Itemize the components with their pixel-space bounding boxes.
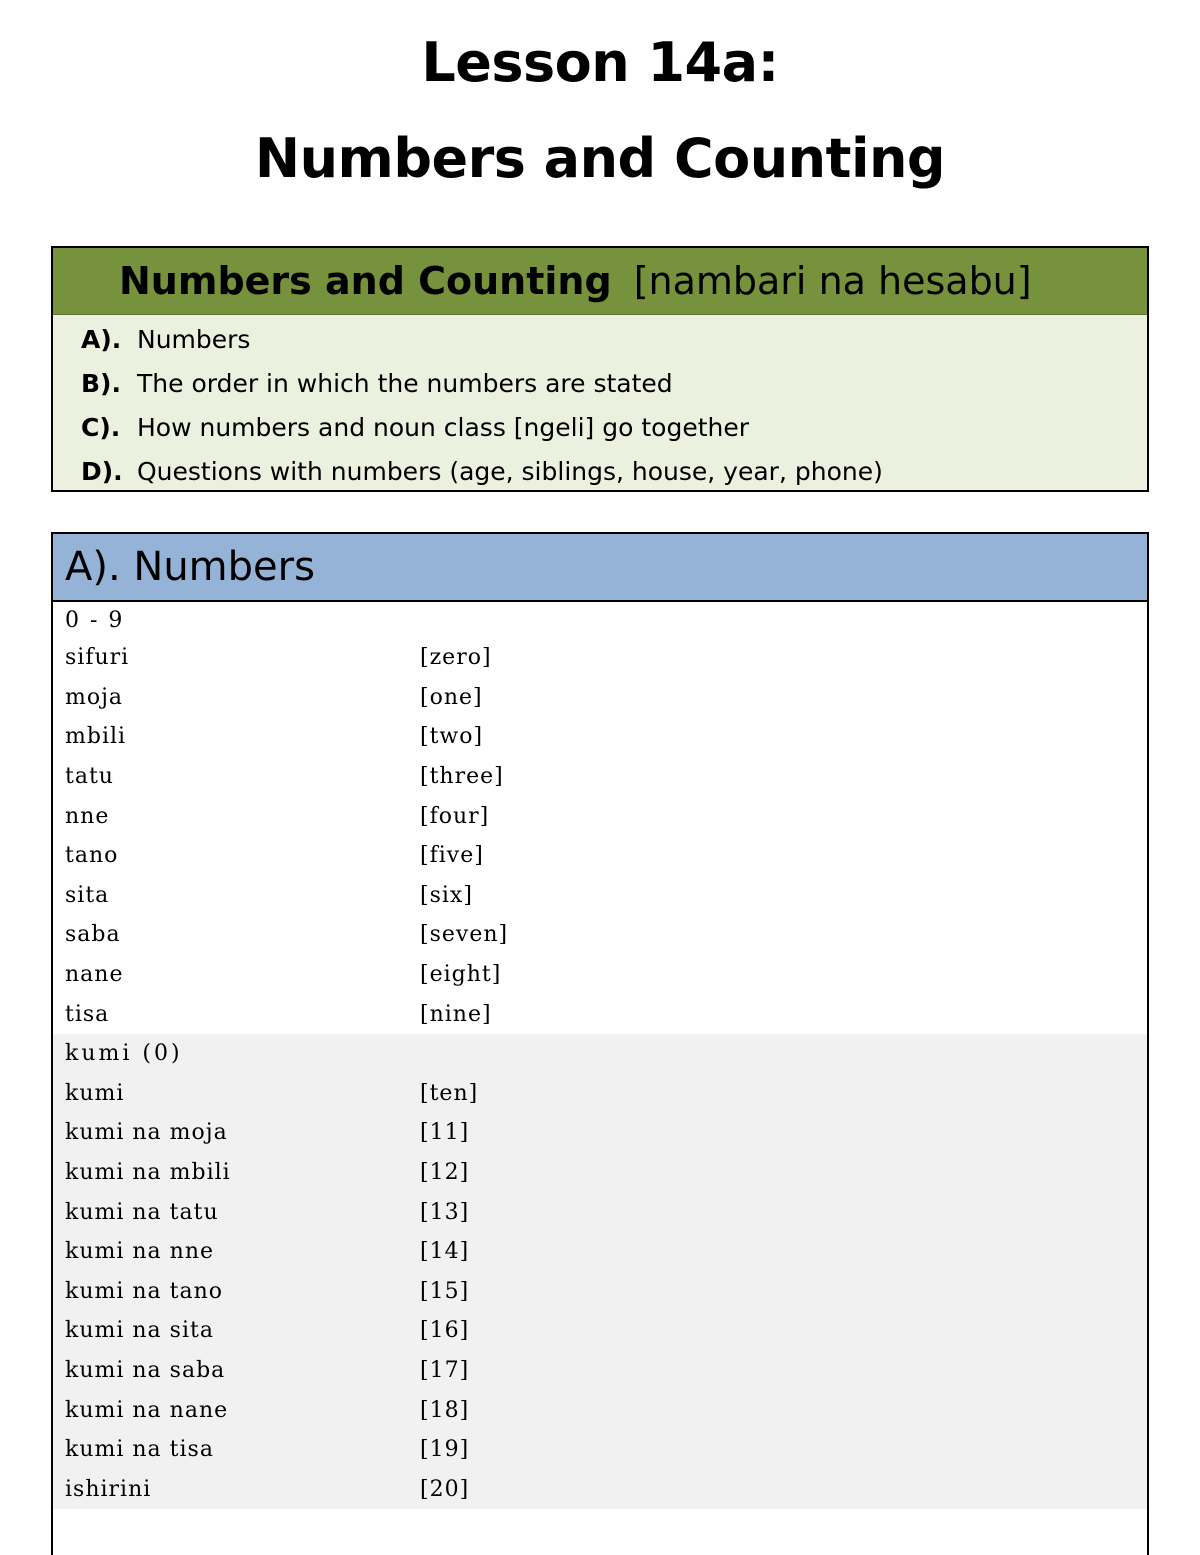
overview-item — [81, 405, 1147, 449]
swahili-word: kumi na nane — [65, 1397, 229, 1423]
swahili-word: ishirini — [65, 1476, 152, 1502]
english-meaning: [five] — [420, 843, 484, 869]
swahili-word: kumi na tano — [65, 1278, 224, 1304]
overview-item-letter: C). — [81, 412, 121, 442]
swahili-word: kumi na tatu — [65, 1199, 219, 1225]
swahili-word: kumi na moja — [65, 1120, 228, 1146]
overview-item — [81, 317, 1147, 361]
swahili-word: sifuri — [65, 645, 130, 671]
english-meaning: [ten] — [420, 1080, 479, 1106]
page-title-line-1: Lesson 14a: — [421, 31, 779, 94]
number-row — [53, 1192, 1147, 1232]
english-meaning: [six] — [420, 882, 473, 908]
english-meaning: [20] — [420, 1476, 470, 1502]
swahili-word: tano — [65, 843, 119, 869]
swahili-word: saba — [65, 922, 121, 948]
swahili-word: moja — [65, 684, 124, 710]
number-row — [53, 994, 1147, 1034]
english-meaning: [15] — [420, 1278, 470, 1304]
swahili-word: kumi na tisa — [65, 1437, 214, 1463]
numbers-section — [51, 532, 1149, 1555]
number-row — [53, 1469, 1147, 1509]
swahili-word: tatu — [65, 764, 114, 790]
swahili-word: kumi na sita — [65, 1318, 214, 1344]
overview-item — [81, 361, 1147, 405]
english-meaning: [zero] — [420, 645, 492, 671]
overview-header-translation: [nambari na hesabu] — [633, 259, 1032, 303]
number-row — [53, 1232, 1147, 1272]
english-meaning: [11] — [420, 1120, 470, 1146]
overview-item-text: The order in which the numbers are stated — [137, 368, 673, 398]
swahili-word: nne — [65, 803, 110, 829]
group-label: 0 - 9 — [65, 607, 125, 633]
number-row — [53, 1390, 1147, 1430]
number-row — [53, 955, 1147, 995]
overview-item-letter: D). — [81, 456, 123, 486]
english-meaning: [two] — [420, 724, 484, 750]
overview-item-text: How numbers and noun class [ngeli] go together — [137, 412, 749, 442]
english-meaning: [three] — [420, 764, 504, 790]
numbers-group-0-9 — [53, 602, 1147, 1034]
overview-box — [51, 246, 1149, 492]
number-row — [53, 638, 1147, 678]
swahili-word: nane — [65, 962, 124, 988]
overview-header-title: Numbers and Counting — [119, 259, 612, 303]
english-meaning: [12] — [420, 1160, 470, 1186]
number-row — [53, 836, 1147, 876]
number-row — [53, 876, 1147, 916]
swahili-word: kumi na mbili — [65, 1160, 231, 1186]
number-row — [53, 796, 1147, 836]
numbers-section-header: A). Numbers — [53, 534, 1147, 602]
number-row — [53, 757, 1147, 797]
overview-item — [81, 449, 1147, 493]
number-row — [53, 915, 1147, 955]
english-meaning: [16] — [420, 1318, 470, 1344]
swahili-word: sita — [65, 882, 110, 908]
swahili-word: kumi na nne — [65, 1239, 215, 1265]
english-meaning: [four] — [420, 803, 490, 829]
english-meaning: [14] — [420, 1239, 470, 1265]
swahili-word: kumi na saba — [65, 1357, 226, 1383]
group-label: kumi (0) — [65, 1041, 183, 1067]
overview-item-letter: B). — [81, 368, 121, 398]
number-row — [53, 717, 1147, 757]
swahili-word: tisa — [65, 1001, 110, 1027]
swahili-word: kumi — [65, 1080, 125, 1106]
english-meaning: [13] — [420, 1199, 470, 1225]
english-meaning: [seven] — [420, 922, 509, 948]
number-row — [53, 1311, 1147, 1351]
number-row — [53, 1153, 1147, 1193]
overview-item-text: Numbers — [137, 324, 251, 354]
overview-header — [53, 248, 1147, 315]
numbers-group-tens — [53, 1034, 1147, 1509]
number-row — [53, 1272, 1147, 1312]
english-meaning: [19] — [420, 1437, 470, 1463]
number-row — [53, 1074, 1147, 1114]
overview-item-letter: A). — [81, 324, 122, 354]
page-title-line-2: Numbers and Counting — [254, 127, 946, 190]
english-meaning: [eight] — [420, 962, 502, 988]
number-row — [53, 1430, 1147, 1470]
overview-list — [53, 315, 1147, 493]
number-row — [53, 1113, 1147, 1153]
number-row — [53, 1351, 1147, 1391]
overview-item-text: Questions with numbers (age, siblings, house, year, phone) — [137, 456, 883, 486]
english-meaning: [one] — [420, 684, 483, 710]
english-meaning: [18] — [420, 1397, 470, 1423]
swahili-word: mbili — [65, 724, 127, 750]
number-row — [53, 678, 1147, 718]
english-meaning: [17] — [420, 1357, 470, 1383]
english-meaning: [nine] — [420, 1001, 492, 1027]
